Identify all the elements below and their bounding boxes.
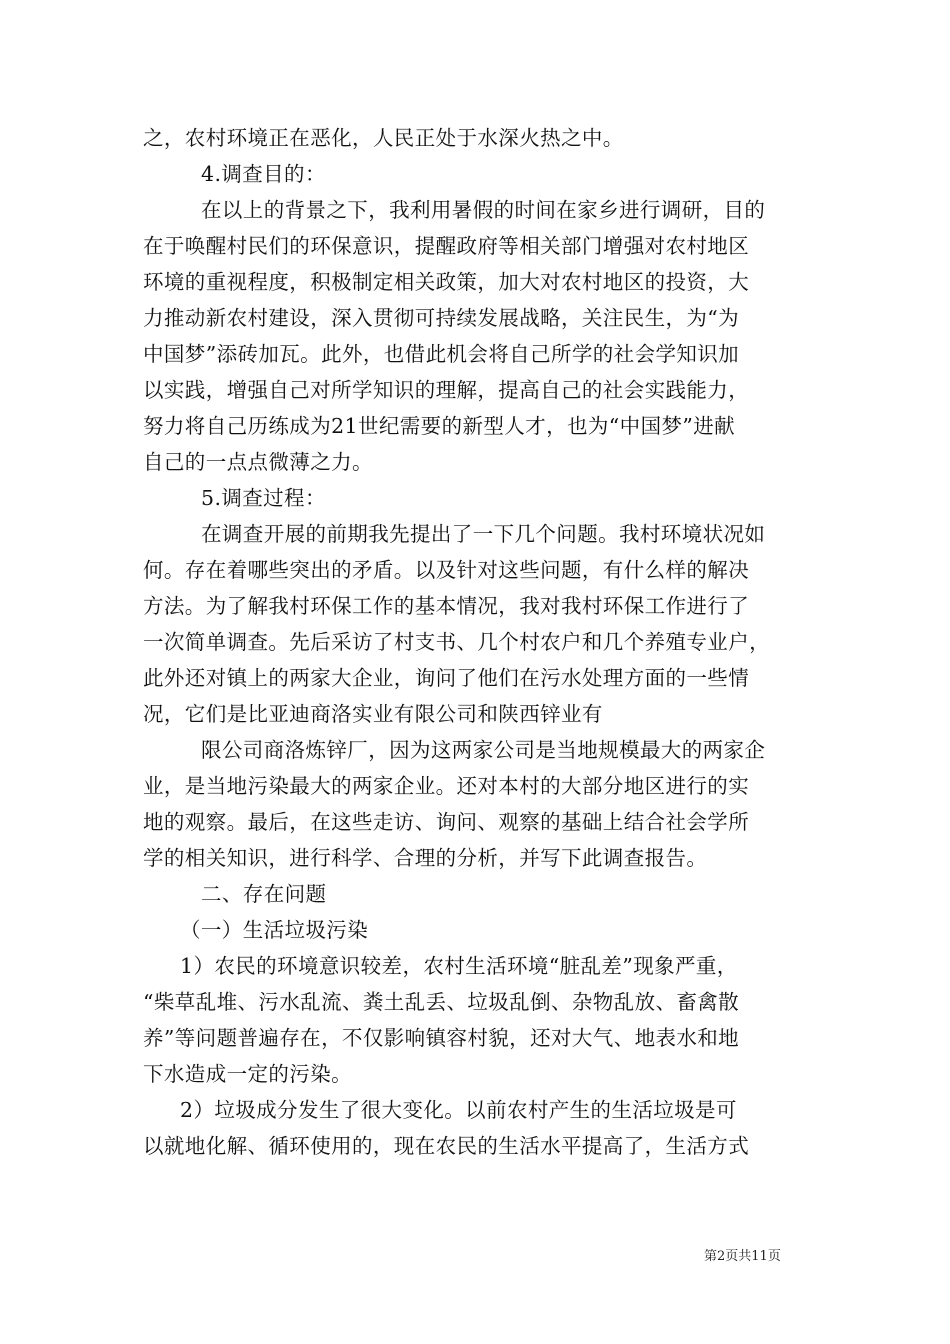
section-heading: 4.调查目的： bbox=[201, 162, 326, 186]
text-line: 努力将自己历练成为21世纪需要的新型人才，也为“中国梦”进献 bbox=[143, 414, 736, 438]
text-line: 以就地化解、循环使用的，现在农民的生活水平提高了，生活方式 bbox=[143, 1134, 750, 1158]
text-line: 中国梦”添砖加瓦。此外，也借此机会将自己所学的社会学知识加 bbox=[143, 342, 740, 366]
text-line: “柴草乱堆、污水乱流、粪土乱丢、垃圾乱倒、杂物乱放、畜禽散 bbox=[143, 990, 740, 1014]
section-heading: 5.调查过程： bbox=[201, 486, 326, 510]
text-line: 自己的一点点微薄之力。 bbox=[143, 450, 373, 474]
text-line: 在于唤醒村民们的环保意识，提醒政府等相关部门增强对农村地区 bbox=[143, 234, 750, 258]
paragraph-line: 限公司商洛炼锌厂，因为这两家公司是当地规模最大的两家企 bbox=[201, 738, 766, 762]
text-line: 以实践，增强自己对所学知识的理解，提高自己的社会实践能力， bbox=[143, 378, 750, 402]
text-line: 业，是当地污染最大的两家企业。还对本村的大部分地区进行的实 bbox=[143, 774, 750, 798]
subsection-heading: （一）生活垃圾污染 bbox=[180, 918, 369, 942]
text-line: 养”等问题普遍存在，不仅影响镇容村貌，还对大气、地表水和地 bbox=[143, 1026, 740, 1050]
text-line: 地的观察。最后，在这些走访、询问、观察的基础上结合社会学所 bbox=[143, 810, 750, 834]
paragraph-line: 1）农民的环境意识较差，农村生活环境“脏乱差”现象严重， bbox=[180, 954, 738, 978]
text-line: 之，农村环境正在恶化，人民正处于水深火热之中。 bbox=[143, 126, 624, 150]
text-line: 学的相关知识，进行科学、合理的分析，并写下此调查报告。 bbox=[143, 846, 708, 870]
page-number: 第2页共11页 bbox=[704, 1249, 781, 1264]
text-line: 何。存在着哪些突出的矛盾。以及针对这些问题，有什么样的解决 bbox=[143, 558, 750, 582]
paragraph-line: 在调查开展的前期我先提出了一下几个问题。我村环境状况如 bbox=[201, 522, 766, 546]
text-line: 此外还对镇上的两家大企业，询问了他们在污水处理方面的一些情 bbox=[143, 666, 750, 690]
text-line: 况，它们是比亚迪商洛实业有限公司和陕西锌业有 bbox=[143, 702, 603, 726]
text-line: 环境的重视程度，积极制定相关政策，加大对农村地区的投资，大 bbox=[143, 270, 750, 294]
paragraph-line: 在以上的背景之下，我利用暑假的时间在家乡进行调研，目的 bbox=[201, 198, 766, 222]
text-line: 方法。为了解我村环保工作的基本情况，我对我村环保工作进行了 bbox=[143, 594, 750, 618]
paragraph-line: 2）垃圾成分发生了很大变化。以前农村产生的生活垃圾是可 bbox=[180, 1098, 737, 1122]
text-line: 下水造成一定的污染。 bbox=[143, 1062, 352, 1086]
text-line: 力推动新农村建设，深入贯彻可持续发展战略，关注民生，为“为 bbox=[143, 306, 740, 330]
text-line: 一次简单调查。先后采访了村支书、几个村农户和几个养殖专业户， bbox=[143, 630, 770, 654]
section-heading: 二、存在问题 bbox=[201, 882, 327, 906]
